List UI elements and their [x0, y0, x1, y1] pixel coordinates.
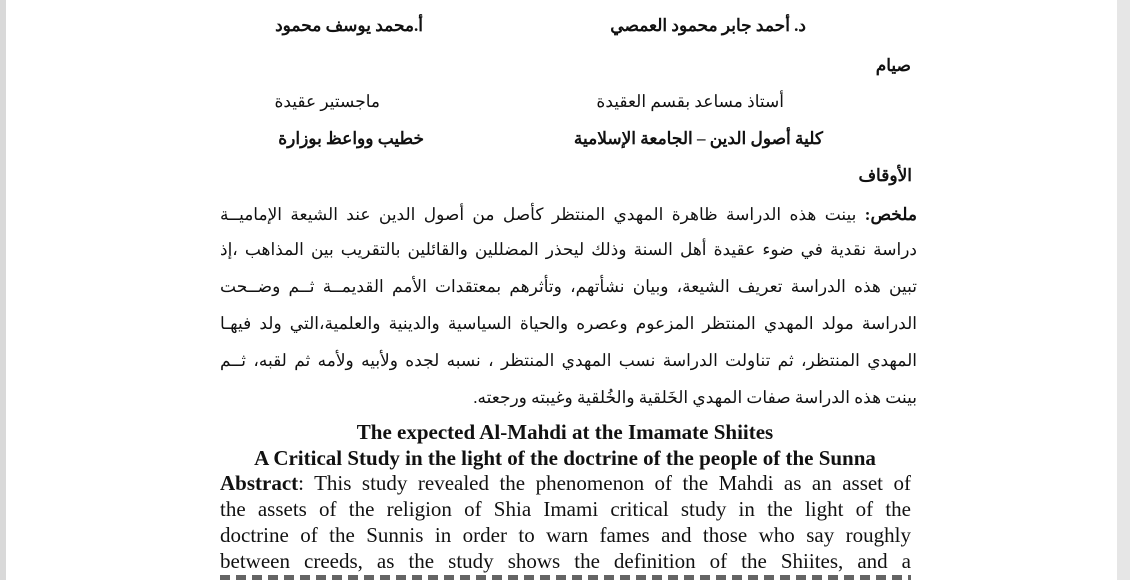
english-abstract-line: doctrine of the Sunnis in order to warn fames and those who say roughly [220, 523, 911, 547]
author1-name: د. أحمد جابر محمود العمصي [610, 16, 806, 35]
english-title-line2: A Critical Study in the light of the doctrine of the people of the Sunna [254, 446, 876, 470]
author2-affiliation: خطيب وواعظ بوزارة [278, 129, 424, 148]
page-edge-shadow [1117, 0, 1130, 580]
arabic-abstract-label: ملخص: [864, 205, 917, 224]
arabic-abstract-line: المهدي المنتظر، ثم تناولت الدراسة نسب المهدي المنتظر ، نسبه لجده ولأبيه ولأمه ثم لقبه، ثــم [220, 351, 917, 370]
author2-name: أ.محمد يوسف محمود [275, 16, 423, 35]
author1-affiliation: كلية أصول الدين – الجامعة الإسلامية [573, 129, 823, 148]
english-abstract-label: Abstract [220, 471, 299, 495]
arabic-abstract-line: الدراسة مولد المهدي المنتظر المزعوم وعصره والحياة السياسية والدينية والعلمية،التي ولد فيهـا [220, 314, 917, 333]
english-abstract-line: the assets of the religion of Shia Imami critical study in the light of the [220, 497, 911, 521]
cropped-bottom-line [220, 575, 911, 580]
arabic-abstract-line: بينت هذه الدراسة صفات المهدي الخَلقية والخُلقية وغيبته ورجعته. [473, 388, 917, 407]
english-abstract-line-text: : This study revealed the phenomenon of the Mahdi as an asset of [298, 471, 911, 495]
author2-title: ماجستير عقيدة [274, 92, 380, 111]
arabic-abstract-line-text: بينت هذه الدراسة ظاهرة المهدي المنتظر كأصل من أصول الدين عند الشيعة الإماميــة [220, 205, 857, 224]
arabic-abstract-line [220, 205, 917, 225]
author2-affiliation-cont: الأوقاف [858, 166, 912, 185]
english-abstract-line: between creeds, as the study shows the definition of the Shiites, and a [220, 549, 911, 573]
english-abstract-line [220, 471, 911, 496]
english-title-line1: The expected Al-Mahdi at the Imamate Shiites [356, 420, 774, 444]
author2-name-cont: صيام [875, 56, 911, 75]
arabic-abstract-line: تبين هذه الدراسة تعريف الشيعة، وبيان نشأتهم، وتأثرهم بمعتقدات الأمم القديمــة ثــم وضــحت [220, 277, 917, 296]
arabic-abstract-line: دراسة نقدية في ضوء عقيدة أهل السنة وذلك ليحذر المضللين والقائلين بالتقريب بين المذاهب ،إذ [220, 240, 917, 259]
document-page [6, 0, 1117, 580]
author1-title: أستاذ مساعد بقسم العقيدة [596, 92, 784, 111]
